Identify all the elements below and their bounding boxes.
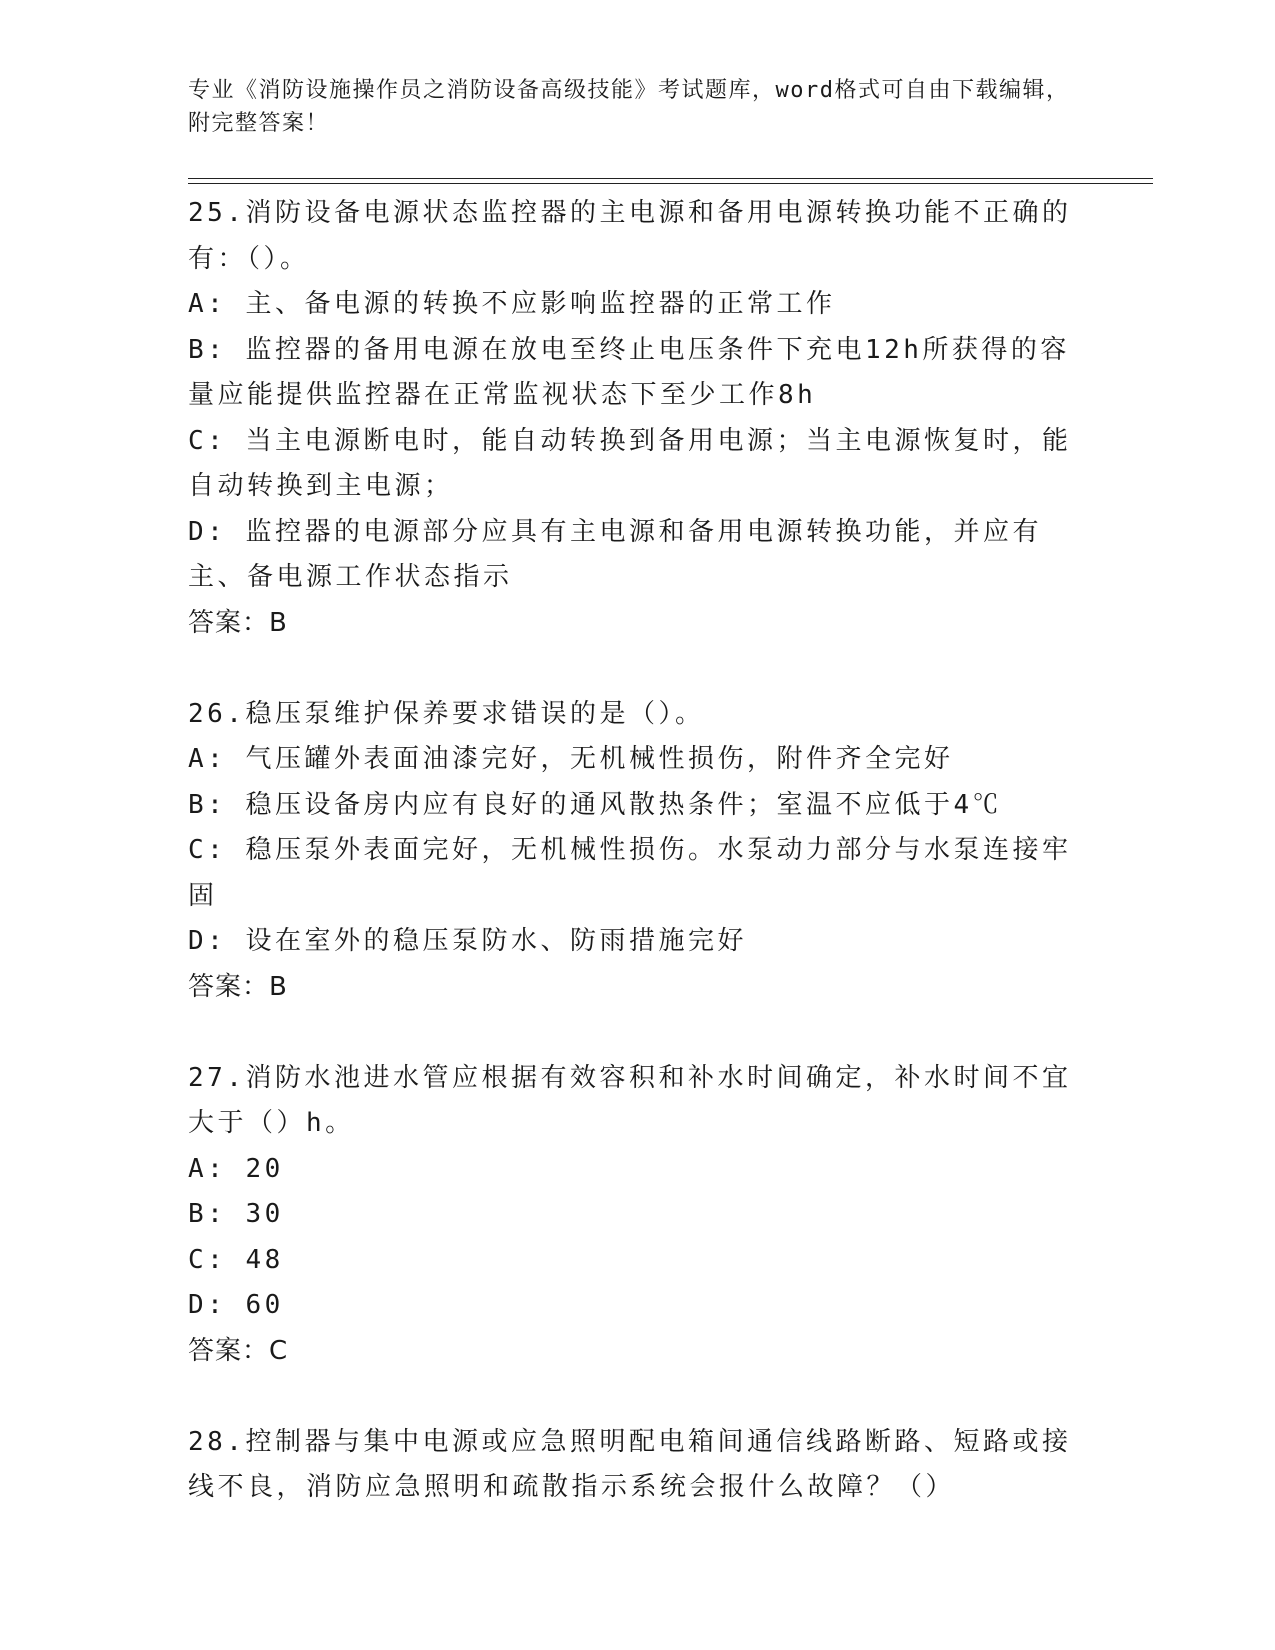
document-header	[188, 74, 1088, 140]
answer-label: 答案：B	[188, 607, 288, 638]
option-d: D: 设在室外的稳压泵防水、防雨措施完好	[188, 926, 747, 956]
question-spacer	[188, 646, 1073, 692]
question-block-27	[188, 1056, 1073, 1375]
question-title: 26.稳压泵维护保养要求错误的是（）。	[188, 698, 705, 729]
option-c: C: 48	[188, 1244, 284, 1275]
option-b: B: 稳压设备房内应有良好的通风散热条件；室温不应低于4℃	[188, 789, 1003, 820]
option-a: A: 气压罐外表面油漆完好，无机械性损伤，附件齐全完好	[188, 744, 954, 774]
header-divider-bottom	[188, 183, 1153, 184]
option-d: D: 监控器的电源部分应具有主电源和备用电源转换功能，并应有主、备电源工作状态指示	[188, 516, 1042, 592]
option-c: C: 当主电源断电时，能自动转换到备用电源；当主电源恢复时，能自动转换到主电源；	[188, 425, 1072, 501]
question-spacer	[188, 1010, 1073, 1056]
answer-label: 答案：B	[188, 971, 288, 1002]
header-intro-text: 专业《消防设施操作员之消防设备高级技能》考试题库，word格式可自由下载编辑，附完整答案！	[188, 78, 1070, 136]
header-divider-top	[188, 178, 1153, 179]
question-spacer	[188, 1374, 1073, 1420]
question-title: 25.消防设备电源状态监控器的主电源和备用电源转换功能不正确的有：（）。	[188, 198, 1072, 274]
option-b: B: 30	[188, 1199, 284, 1229]
option-c: C: 稳压泵外表面完好，无机械性损伤。水泵动力部分与水泵连接牢固	[188, 835, 1072, 911]
answer-label: 答案：C	[188, 1335, 289, 1366]
question-block-28	[188, 1420, 1073, 1511]
question-block-25	[188, 191, 1073, 646]
option-a: A: 20	[188, 1153, 284, 1184]
option-b: B: 监控器的备用电源在放电至终止电压条件下充电12h所获得的容量应能提供监控器在正常监视状态下至少工作8h	[188, 334, 1070, 410]
option-d: D: 60	[188, 1290, 284, 1320]
option-a: A: 主、备电源的转换不应影响监控器的正常工作	[188, 289, 836, 319]
question-title: 27.消防水池进水管应根据有效容积和补水时间确定，补水时间不宜大于（）h。	[188, 1062, 1072, 1138]
question-block-26	[188, 692, 1073, 1011]
question-title: 28.控制器与集中电源或应急照明配电箱间通信线路断路、短路或接线不良，消防应急照明和疏散指示系统会报什么故障？（）	[188, 1426, 1072, 1502]
question-list	[188, 191, 1073, 1511]
